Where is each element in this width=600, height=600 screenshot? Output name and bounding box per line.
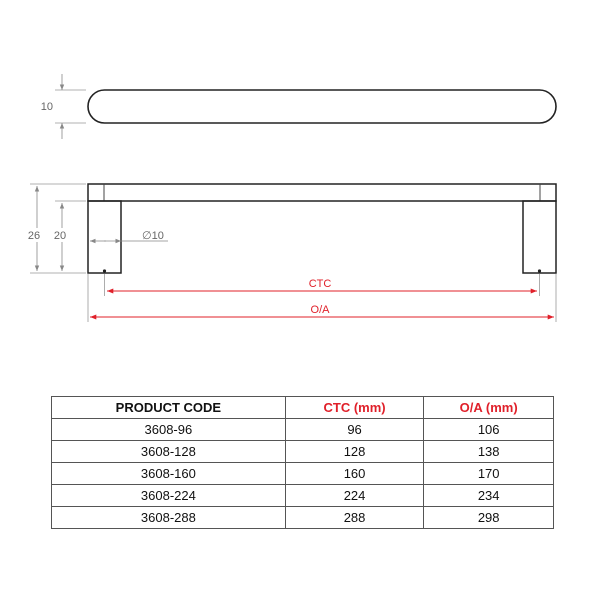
cell-oa: 138 (424, 441, 554, 463)
header-ctc: CTC (mm) (285, 397, 424, 419)
cell-oa: 234 (424, 485, 554, 507)
table-header-row (52, 397, 554, 419)
table-row (52, 441, 554, 463)
cell-oa: 170 (424, 463, 554, 485)
cell-product-code: 3608-288 (52, 507, 286, 529)
oa-label: O/A (310, 304, 330, 316)
cell-oa: 106 (424, 419, 554, 441)
header-product-code: PRODUCT CODE (52, 397, 286, 419)
diameter-label: ∅10 (142, 230, 164, 242)
table-row (52, 507, 554, 529)
cell-oa: 298 (424, 507, 554, 529)
table-row (52, 463, 554, 485)
left-post (88, 201, 121, 273)
right-hole-center (538, 269, 541, 272)
table-row (52, 485, 554, 507)
cell-product-code: 3608-96 (52, 419, 286, 441)
left-hole-center (103, 269, 106, 272)
cell-product-code: 3608-160 (52, 463, 286, 485)
ctc-label: CTC (308, 278, 332, 290)
handle-bar (88, 184, 556, 201)
right-post (523, 201, 556, 273)
product-spec-table (51, 396, 554, 529)
top-view (41, 74, 556, 139)
cell-product-code: 3608-224 (52, 485, 286, 507)
top-height-label: 10 (40, 101, 53, 113)
header-oa: O/A (mm) (424, 397, 554, 419)
height-total-label: 26 (27, 230, 41, 242)
cell-ctc: 128 (285, 441, 424, 463)
table-row (52, 419, 554, 441)
cell-ctc: 96 (285, 419, 424, 441)
handle-top-outline (88, 90, 556, 123)
side-view (24, 184, 556, 322)
post-height-label: 20 (53, 230, 67, 242)
cell-ctc: 288 (285, 507, 424, 529)
cell-ctc: 160 (285, 463, 424, 485)
cell-product-code: 3608-128 (52, 441, 286, 463)
cell-ctc: 224 (285, 485, 424, 507)
